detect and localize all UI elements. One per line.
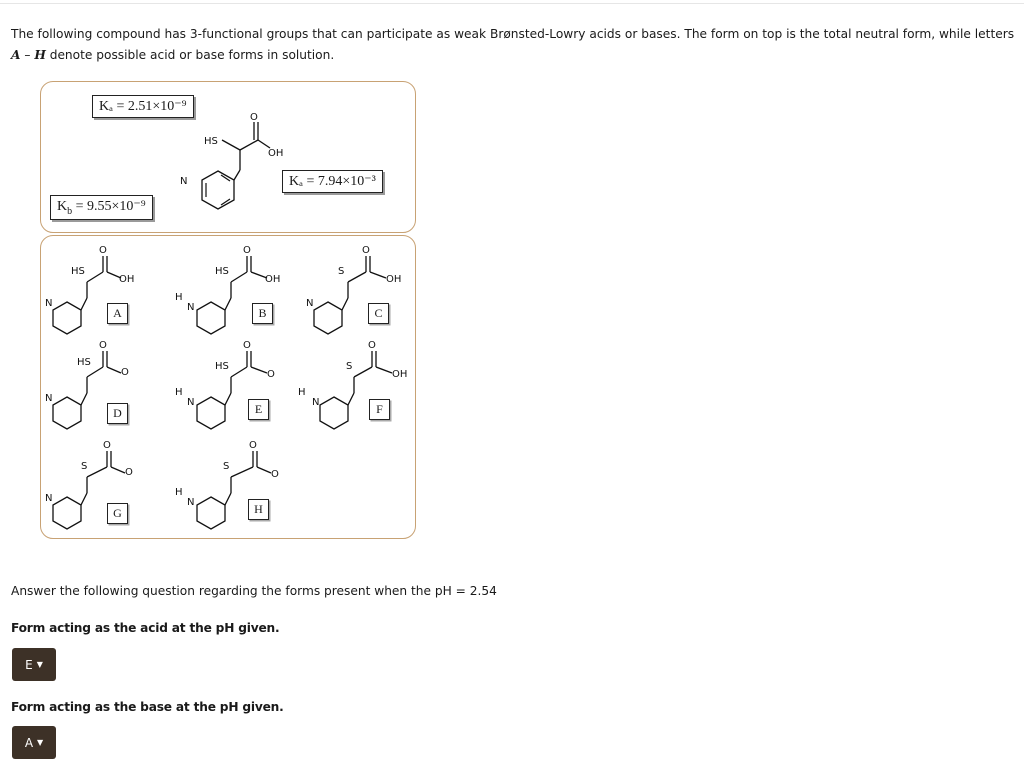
intro-letter-h: H bbox=[34, 48, 46, 62]
svg-text:O: O bbox=[243, 245, 251, 256]
svg-text:N: N bbox=[45, 298, 53, 309]
svg-text:N: N bbox=[187, 497, 195, 508]
intro-letter-a: A bbox=[11, 48, 21, 62]
svg-text:O: O bbox=[243, 340, 251, 351]
molecule-a bbox=[45, 240, 145, 340]
question-acid-label: Form acting as the acid at the pH given. bbox=[11, 621, 280, 635]
form-label-e: E bbox=[248, 399, 269, 420]
question-intro: Answer the following question regarding the forms present when the pH = 2.54 bbox=[11, 584, 497, 598]
svg-text:HS: HS bbox=[215, 361, 229, 372]
atom-n: N bbox=[180, 176, 188, 187]
svg-text:S: S bbox=[223, 461, 230, 472]
base-answer-dropdown[interactable] bbox=[12, 726, 56, 759]
ka-thiol-box: Kₐ = 2.51×10⁻⁹ bbox=[92, 95, 194, 118]
svg-text:O: O bbox=[368, 340, 376, 351]
kb-pyridine-box: $K_b = 9.55\times 10^{-9}$ bbox=[50, 195, 153, 220]
svg-text:N: N bbox=[187, 397, 195, 408]
svg-text:HS: HS bbox=[71, 266, 85, 277]
svg-text:O: O bbox=[362, 245, 370, 256]
svg-text:O: O bbox=[121, 367, 129, 378]
form-label-g: G bbox=[107, 503, 128, 524]
molecule-c bbox=[300, 240, 410, 340]
svg-text:OH: OH bbox=[119, 274, 135, 285]
svg-text:N: N bbox=[306, 298, 314, 309]
form-label-c: C bbox=[368, 303, 389, 324]
svg-text:S: S bbox=[338, 266, 345, 277]
problem-intro bbox=[11, 24, 1016, 66]
svg-text:HS: HS bbox=[77, 357, 91, 368]
svg-text:N: N bbox=[45, 493, 53, 504]
form-label-f: F bbox=[369, 399, 390, 420]
top-divider bbox=[0, 3, 1024, 4]
acid-answer-dropdown[interactable] bbox=[12, 648, 56, 681]
svg-text:OH: OH bbox=[392, 369, 408, 380]
intro-dash: – bbox=[20, 48, 35, 62]
intro-line-1: The following compound has 3-functional groups that can participate as weak Brønsted-Lowry acids or bases. The form on top is the total neutral form, while letters bbox=[11, 27, 1015, 41]
form-label-h: H bbox=[248, 499, 269, 520]
base-answer-value: A bbox=[24, 735, 34, 750]
atom-o: O bbox=[99, 245, 107, 256]
ka-acid-box: Kₐ = 7.94×10⁻³ bbox=[282, 170, 383, 193]
svg-text:H: H bbox=[298, 387, 306, 398]
form-label-b: B bbox=[252, 303, 273, 324]
svg-text:N: N bbox=[187, 302, 195, 313]
svg-text:H: H bbox=[175, 487, 183, 498]
intro-line-2: denote possible acid or base forms in solution. bbox=[45, 48, 335, 62]
molecule-g bbox=[45, 435, 155, 535]
atom-o: O bbox=[250, 112, 258, 123]
svg-text:O: O bbox=[249, 440, 257, 451]
svg-text:HS: HS bbox=[215, 266, 229, 277]
svg-text:OH: OH bbox=[386, 274, 402, 285]
svg-text:S: S bbox=[346, 361, 353, 372]
svg-text:N: N bbox=[45, 393, 53, 404]
svg-text:O: O bbox=[271, 469, 279, 480]
molecule-b bbox=[175, 240, 285, 340]
svg-text:O: O bbox=[103, 440, 111, 451]
form-label-d: D bbox=[107, 403, 128, 424]
svg-text:S: S bbox=[81, 461, 88, 472]
svg-text:N: N bbox=[312, 397, 320, 408]
svg-text:O: O bbox=[125, 467, 133, 478]
molecule-f bbox=[298, 335, 410, 435]
svg-text:H: H bbox=[175, 292, 183, 303]
svg-text:OH: OH bbox=[265, 274, 281, 285]
form-label-a: A bbox=[107, 303, 128, 324]
atom-hs: HS bbox=[204, 136, 218, 147]
molecule-h bbox=[175, 435, 290, 535]
atom-oh: OH bbox=[268, 148, 284, 159]
svg-text:O: O bbox=[267, 369, 275, 380]
question-base-label: Form acting as the base at the pH given. bbox=[11, 700, 284, 714]
molecule-neutral bbox=[170, 100, 300, 220]
chevron-down-icon: ▼ bbox=[37, 738, 44, 747]
chevron-down-icon: ▼ bbox=[36, 660, 43, 669]
svg-text:H: H bbox=[175, 387, 183, 398]
molecule-e bbox=[175, 335, 285, 435]
acid-answer-value: E bbox=[25, 657, 33, 672]
molecule-d bbox=[45, 335, 155, 435]
svg-text:O: O bbox=[99, 340, 107, 351]
